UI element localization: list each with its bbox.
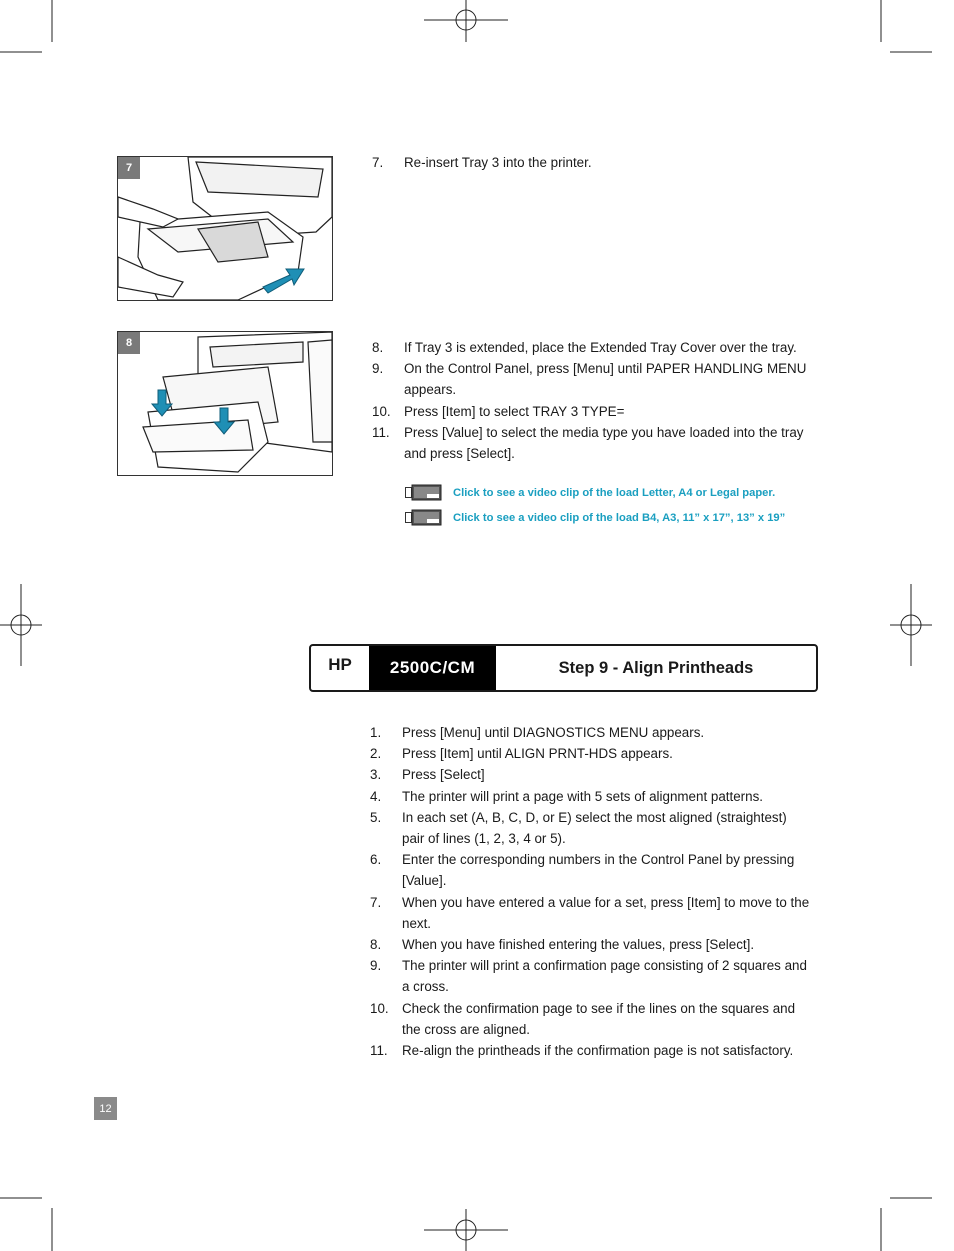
list-item: 9. On the Control Panel, press [Menu] until PAPER HANDLING MENU appears. (372, 361, 807, 398)
video-link-b4-a3[interactable]: Click to see a video clip of the load B4, A3, 11” x 17”, 13” x 19” (405, 509, 785, 526)
list-item: 11. Re-align the printheads if the confirmation page is not satisfactory. (370, 1043, 794, 1059)
list-item: 11. Press [Value] to select the media type you have loaded into the tray and press [Select]. (372, 424, 804, 462)
list-item: 9. The printer will print a confirmation page consisting of 2 squares and a cross. (370, 958, 807, 995)
list-item: 7. Re-insert Tray 3 into the printer. (372, 155, 592, 170)
tray-steps-top (372, 152, 812, 173)
video-link-letter-a4-legal[interactable]: Click to see a video clip of the load Letter, A4 or Legal paper. (405, 484, 775, 501)
list-item: 1. Press [Menu] until DIAGNOSTICS MENU appears. (370, 725, 705, 740)
section-title: Step 9 - Align Printheads (558, 658, 754, 677)
tray-steps-middle (372, 337, 812, 464)
section-header (309, 644, 818, 692)
tray-cover-drawing (118, 332, 332, 475)
brand-label: HP (328, 655, 352, 674)
tray-insert-drawing (118, 157, 332, 300)
list-item: 10. Check the confirmation page to see if the lines on the squares and the cross are aligned. (370, 1000, 796, 1037)
list-item: 4. The printer will print a page with 5 sets of alignment patterns. (370, 788, 763, 804)
list-item: 8. When you have finished entering the values, press [Select]. (370, 937, 755, 953)
list-item: 2. Press [Item] until ALIGN PRNT-HDS appears. (370, 746, 673, 762)
video-camera-icon (405, 484, 442, 501)
align-printheads-steps (370, 722, 812, 1061)
figure-number-badge: 7 (118, 157, 140, 179)
figure-8-illustration (117, 331, 333, 476)
page-number: 12 (94, 1097, 117, 1120)
list-item: 10. Press [Item] to select TRAY 3 TYPE= (372, 403, 625, 419)
figure-7-illustration (117, 156, 333, 301)
figure-number-badge: 8 (118, 332, 140, 354)
model-label: 2500C/CM (369, 646, 496, 690)
video-camera-icon (405, 509, 442, 526)
list-item: 3. Press [Select] (370, 767, 485, 783)
list-item: 6. Enter the corresponding numbers in the Control Panel by pressing [Value]. (370, 852, 795, 889)
list-item: 8. If Tray 3 is extended, place the Extended Tray Cover over the tray. (372, 340, 797, 355)
list-item: 5. In each set (A, B, C, D, or E) select the most aligned (straightest) pair of lines (1, 2, 3, 4 or 5). (370, 809, 787, 847)
list-item: 7. When you have entered a value for a set, press [Item] to move to the next. (370, 894, 810, 931)
